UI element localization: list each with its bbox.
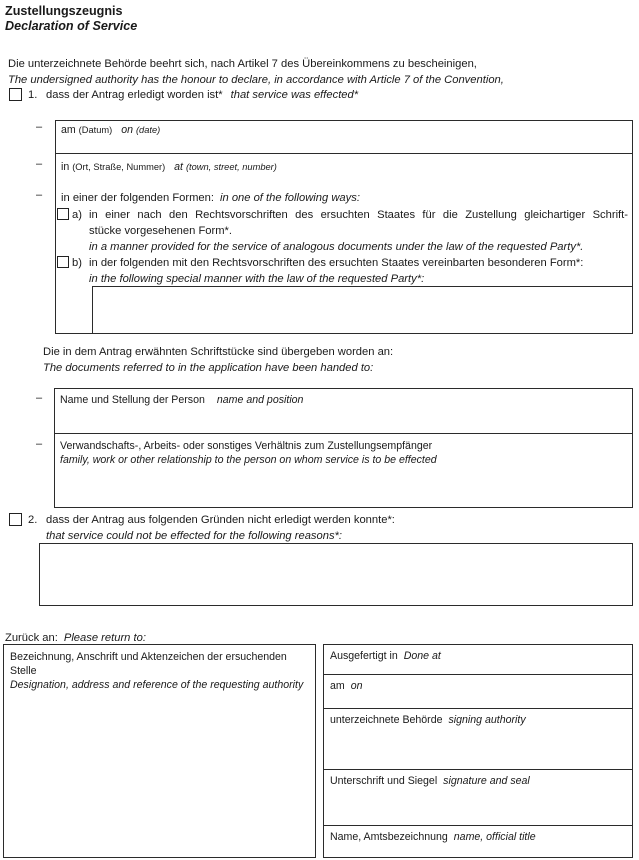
relationship-label-en: family, work or other relationship to the person on whom service is to be effected — [60, 454, 437, 466]
reasons-input-box[interactable] — [39, 543, 633, 606]
date-row-divider — [55, 153, 633, 154]
requesting-authority-de-line2: Stelle — [10, 665, 37, 677]
option-a-de-line2: stücke vorgesehenen Form*. — [89, 225, 233, 237]
date-input-area[interactable] — [56, 137, 632, 152]
date-label-de-paren: (Datum) — [78, 125, 113, 135]
relationship-field-label — [60, 439, 620, 467]
option-a-label: a) — [72, 209, 82, 221]
option-a-checkbox[interactable] — [57, 208, 69, 220]
signing-authority-de: unterzeichnete Behörde — [330, 714, 443, 726]
item2-label-de: dass der Antrag aus folgenden Gründen nicht erledigt werden konnte*: — [46, 514, 395, 526]
requesting-authority-box[interactable] — [3, 644, 316, 858]
option-a-de-line1: in einer nach den Rechtsvorschriften des ersuchten Staates für die Zustellung gleichartiger Schrift- — [89, 209, 628, 221]
name-label-en: name and position — [216, 394, 304, 406]
item2-checkbox[interactable] — [9, 513, 22, 526]
name-input-area[interactable] — [55, 408, 632, 432]
item2-label — [46, 512, 626, 544]
form-title-en: Declaration of Service — [5, 19, 138, 33]
signature-seal-en: signature and seal — [443, 775, 530, 787]
signature-seal-row[interactable] — [324, 769, 632, 825]
signature-seal-de: Unterschrift und Siegel — [330, 775, 438, 787]
signing-authority-en: signing authority — [448, 714, 526, 726]
date-signed-row[interactable] — [324, 674, 632, 708]
done-at-row[interactable] — [324, 645, 632, 674]
place-label-en-paren: (town, street, number) — [185, 162, 277, 172]
option-a-en: in a manner provided for the service of analogous documents under the law of the requested Party*. — [89, 241, 584, 253]
return-to-en: Please return to: — [63, 632, 146, 644]
handed-to-de: Die in dem Antrag erwähnten Schriftstücke sind übergeben worden an: — [43, 346, 394, 358]
requesting-authority-label — [4, 645, 315, 692]
place-label-de-paren: (Ort, Straße, Nummer) — [72, 162, 166, 172]
item1-label — [46, 87, 358, 103]
option-b-en: in the following special manner with the law of the requested Party*: — [89, 273, 425, 285]
place-label-de: in — [61, 161, 70, 173]
item1-checkbox[interactable] — [9, 88, 22, 101]
name-field-label — [60, 393, 303, 407]
signing-authority-row[interactable] — [324, 708, 632, 769]
intro-paragraph — [8, 56, 504, 88]
forms-row-label — [61, 190, 360, 206]
done-at-de: Ausgefertigt in — [330, 650, 398, 662]
signing-block-box — [323, 644, 633, 858]
special-manner-input-box[interactable] — [92, 286, 633, 334]
item2-number: 2. — [28, 514, 38, 526]
relationship-row-dash: – — [36, 438, 43, 450]
relationship-label-de: Verwandschafts-, Arbeits- oder sonstiges Verhältnis zum Zustellungsempfänger — [60, 440, 433, 452]
relationship-input-area[interactable] — [55, 468, 632, 506]
name-label-de: Name und Stellung der Person — [60, 394, 205, 406]
intro-de: Die unterzeichnete Behörde beehrt sich, nach Artikel 7 des Übereinkommens zu bescheinigen, — [8, 58, 477, 70]
option-b-text — [89, 255, 632, 287]
date-signed-en: on — [350, 680, 363, 692]
option-a-text — [89, 207, 628, 255]
option-b-checkbox[interactable] — [57, 256, 69, 268]
forms-row-dash: – — [36, 189, 43, 201]
place-row-dash: – — [36, 158, 43, 170]
intro-en: The undersigned authority has the honour to declare, in accordance with Article 7 of the Convention, — [8, 74, 504, 86]
date-signed-de: am — [330, 680, 345, 692]
item1-label-en: that service was effected* — [230, 89, 359, 101]
option-b-label: b) — [72, 257, 82, 269]
recipient-row-divider — [54, 433, 633, 434]
form-title-de: Zustellungszeugnis — [5, 4, 123, 18]
form-title — [5, 4, 137, 34]
item1-label-de: dass der Antrag erledigt worden ist* — [46, 89, 223, 101]
return-to-de: Zurück an: — [5, 632, 58, 644]
item2-label-en: that service could not be effected for the following reasons*: — [46, 530, 343, 542]
official-title-row[interactable] — [324, 825, 632, 857]
forms-label-en: in one of the following ways: — [220, 192, 360, 204]
handed-to-paragraph — [43, 344, 393, 376]
official-title-en: name, official title — [453, 831, 536, 843]
forms-label-de: in einer der folgenden Formen: — [61, 192, 214, 204]
option-b-de: in der folgenden mit den Rechtsvorschriften des ersuchten Staates vereinbarten besonderen Form*: — [89, 257, 584, 269]
date-field-label — [61, 123, 160, 137]
place-input-area[interactable] — [56, 172, 632, 186]
date-label-de: am — [61, 124, 76, 136]
date-label-en-paren: (date) — [135, 125, 161, 135]
done-at-en: Done at — [403, 650, 441, 662]
item1-number: 1. — [28, 89, 38, 101]
name-row-dash: – — [36, 392, 43, 404]
requesting-authority-de-line1: Bezeichnung, Anschrift und Aktenzeichen der ersuchenden — [10, 651, 287, 663]
date-row-dash: – — [36, 121, 43, 133]
place-label-en: at — [174, 161, 183, 173]
handed-to-en: The documents referred to in the application have been handed to: — [43, 362, 374, 374]
date-label-en: on — [121, 124, 133, 136]
official-title-de: Name, Amtsbezeichnung — [330, 831, 448, 843]
requesting-authority-en: Designation, address and reference of the requesting authority — [10, 679, 304, 691]
